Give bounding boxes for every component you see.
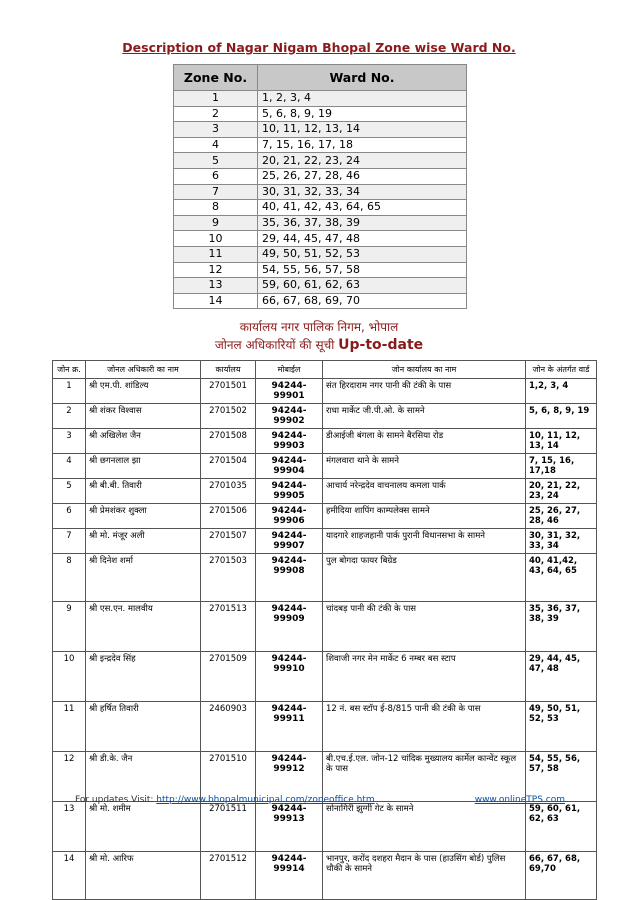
zone-office-address: शिवाजी नगर मेन मार्केट 6 नम्बर बस स्टाप — [323, 652, 526, 702]
zone-no-col-header: जोन क्र. — [53, 361, 86, 379]
zone-office-address: बी.एच.ई.एल. जोन-12 चांदिक मुख्यालय कार्मेल कान्वेंट स्कूल के पास — [323, 752, 526, 802]
office-phone: 2701508 — [201, 429, 256, 454]
zone-wards: 25, 26, 27, 28, 46 — [526, 504, 597, 529]
officer-name: श्री डी.के. जैन — [86, 752, 201, 802]
ward-numbers: 25, 26, 27, 28, 46 — [258, 168, 467, 184]
mobile-number: 94244-99914 — [256, 852, 323, 900]
zone-wards: 66, 67, 68, 69,70 — [526, 852, 597, 900]
zone-row — [174, 91, 467, 107]
officer-row — [53, 602, 597, 652]
officer-row — [53, 479, 597, 504]
zone-wards: 20, 21, 22, 23, 24 — [526, 479, 597, 504]
mobile-number: 94244-99902 — [256, 404, 323, 429]
zone-number: 7 — [174, 184, 258, 200]
zone-row — [174, 246, 467, 262]
officer-name: श्री एस.एन. मालवीय — [86, 602, 201, 652]
officer-name: श्री दिनेश शर्मा — [86, 554, 201, 602]
ward-numbers: 1, 2, 3, 4 — [258, 91, 467, 107]
zone-wards: 35, 36, 37, 38, 39 — [526, 602, 597, 652]
officer-name: श्री शंकर विश्वास — [86, 404, 201, 429]
zone-row — [174, 262, 467, 278]
officer-name: श्री छगनलाल झा — [86, 454, 201, 479]
officer-row — [53, 554, 597, 602]
zone-office-address: मंगलवारा थाने के सामने — [323, 454, 526, 479]
office-phone: 2701503 — [201, 554, 256, 602]
document-title: Description of Nagar Nigam Bhopal Zone wise Ward No. — [122, 40, 516, 55]
onlinetps-link[interactable]: www.onlineTPS.com — [474, 795, 565, 805]
office-subtitle: कार्यालय नगर पालिक निगम, भोपाल — [239, 320, 399, 334]
officer-name: श्री अखिलेश जैन — [86, 429, 201, 454]
officer-name: श्री प्रेमशंकर शुक्ला — [86, 504, 201, 529]
ward-numbers: 7, 15, 16, 17, 18 — [258, 137, 467, 153]
ward-numbers: 59, 60, 61, 62, 63 — [258, 278, 467, 294]
zone-row — [174, 153, 467, 169]
office-phone: 2701507 — [201, 529, 256, 554]
zone-number: 5 — [174, 153, 258, 169]
zone-row — [174, 278, 467, 294]
mobile-number: 94244-99909 — [256, 602, 323, 652]
wards-col-header: जोन के अंतर्गत वार्ड — [526, 361, 597, 379]
officer-row — [53, 404, 597, 429]
zone-number: 7 — [53, 529, 86, 554]
mobile-number: 94244-99905 — [256, 479, 323, 504]
zone-office-address: आचार्य नरेन्द्रदेव वाचनालय कमला पार्क — [323, 479, 526, 504]
zone-ward-table — [173, 64, 467, 309]
mobile-number: 94244-99912 — [256, 752, 323, 802]
officer-row — [53, 802, 597, 852]
office-phone-col-header: कार्यालय — [201, 361, 256, 379]
zone-number: 10 — [53, 652, 86, 702]
zone-row — [174, 168, 467, 184]
zone-number: 8 — [53, 554, 86, 602]
officer-name: श्री मो. मंजूर अली — [86, 529, 201, 554]
zone-number: 2 — [174, 106, 258, 122]
mobile-number: 94244-99903 — [256, 429, 323, 454]
zone-number: 9 — [174, 215, 258, 231]
officer-name: श्री एम.पी. शांडिल्य — [86, 379, 201, 404]
footer-url-link[interactable]: http://www.bhopalmunicipal.com/zoneoffice.htm — [156, 795, 375, 805]
zone-number: 2 — [53, 404, 86, 429]
zone-number: 12 — [53, 752, 86, 802]
zone-number: 3 — [174, 122, 258, 138]
zone-wards: 1,2, 3, 4 — [526, 379, 597, 404]
zone-number: 8 — [174, 200, 258, 216]
mobile-number: 94244-99901 — [256, 379, 323, 404]
officer-row — [53, 429, 597, 454]
office-phone: 2701501 — [201, 379, 256, 404]
zone-office-address: यादगारे शाहजहानी पार्क पुरानी विधानसभा के सामने — [323, 529, 526, 554]
zone-row — [174, 293, 467, 309]
zone-office-address: चांदबड़ पानी की टंकी के पास — [323, 602, 526, 652]
zone-number: 9 — [53, 602, 86, 652]
zone-office-address: संत हिरदाराम नगर पानी की टंकी के पास — [323, 379, 526, 404]
zone-office-address: डीआईजी बंगला के सामने बैरसिया रोड — [323, 429, 526, 454]
zone-row — [174, 122, 467, 138]
mobile-number: 94244-99908 — [256, 554, 323, 602]
zone-wards: 5, 6, 8, 9, 19 — [526, 404, 597, 429]
zone-number: 10 — [174, 231, 258, 247]
zone-wards: 59, 60, 61, 62, 63 — [526, 802, 597, 852]
zonal-officers-list-label: जोनल अधिकारियों की सूची — [214, 338, 335, 352]
ward-numbers: 40, 41, 42, 43, 64, 65 — [258, 200, 467, 216]
footer-label: For updates Visit: — [75, 795, 154, 805]
up-to-date-label: Up-to-date — [338, 337, 424, 353]
mobile-number: 94244-99906 — [256, 504, 323, 529]
officer-name: श्री बी.बी. तिवारी — [86, 479, 201, 504]
zone-number: 12 — [174, 262, 258, 278]
zone-number: 14 — [174, 293, 258, 309]
mobile-number: 94244-99907 — [256, 529, 323, 554]
officer-row — [53, 752, 597, 802]
office-phone: 2701035 — [201, 479, 256, 504]
zone-number: 4 — [53, 454, 86, 479]
officer-row — [53, 702, 597, 752]
mobile-number: 94244-99913 — [256, 802, 323, 852]
zone-number: 11 — [174, 246, 258, 262]
zone-no-header: Zone No. — [174, 65, 258, 91]
officer-name: श्री मो. शमीम — [86, 802, 201, 852]
officer-row — [53, 852, 597, 900]
officer-name: श्री इन्द्रदेव सिंह — [86, 652, 201, 702]
zone-wards: 29, 44, 45, 47, 48 — [526, 652, 597, 702]
office-phone: 2701506 — [201, 504, 256, 529]
zone-number: 6 — [174, 168, 258, 184]
zone-row — [174, 106, 467, 122]
zone-office-address: हमीदिया शापिंग काम्पलेक्स सामने — [323, 504, 526, 529]
zone-wards: 30, 31, 32, 33, 34 — [526, 529, 597, 554]
ward-numbers: 10, 11, 12, 13, 14 — [258, 122, 467, 138]
zone-number: 1 — [53, 379, 86, 404]
zone-row — [174, 231, 467, 247]
ward-numbers: 49, 50, 51, 52, 53 — [258, 246, 467, 262]
zone-row — [174, 200, 467, 216]
ward-numbers: 29, 44, 45, 47, 48 — [258, 231, 467, 247]
ward-numbers: 54, 55, 56, 57, 58 — [258, 262, 467, 278]
officer-row — [53, 379, 597, 404]
mobile-number: 94244-99904 — [256, 454, 323, 479]
zone-wards: 54, 55, 56, 57, 58 — [526, 752, 597, 802]
zonal-officers-table — [52, 360, 597, 900]
mobile-col-header: मोबाईल — [256, 361, 323, 379]
zone-row — [174, 184, 467, 200]
office-phone: 2701512 — [201, 852, 256, 900]
zone-number: 5 — [53, 479, 86, 504]
zone-office-address: राधा मार्केट जी.पी.ओ. के सामने — [323, 404, 526, 429]
officer-row — [53, 529, 597, 554]
zone-number: 13 — [174, 278, 258, 294]
zone-number: 13 — [53, 802, 86, 852]
footer — [75, 795, 565, 805]
office-phone: 2701513 — [201, 602, 256, 652]
zone-row — [174, 215, 467, 231]
office-phone: 2701510 — [201, 752, 256, 802]
office-phone: 2701509 — [201, 652, 256, 702]
zone-office-address: पुल बोगदा फायर बिग्रेड — [323, 554, 526, 602]
officer-row — [53, 652, 597, 702]
zone-wards: 7, 15, 16, 17,18 — [526, 454, 597, 479]
ward-numbers: 5, 6, 8, 9, 19 — [258, 106, 467, 122]
zone-number: 14 — [53, 852, 86, 900]
office-phone: 2701502 — [201, 404, 256, 429]
ward-numbers: 66, 67, 68, 69, 70 — [258, 293, 467, 309]
officer-name: श्री मो. आरिफ — [86, 852, 201, 900]
ward-no-header: Ward No. — [258, 65, 467, 91]
zone-number: 1 — [174, 91, 258, 107]
officer-name-col-header: जोनल अधिकारी का नाम — [86, 361, 201, 379]
office-phone: 2701504 — [201, 454, 256, 479]
zonal-officers-subtitle — [0, 336, 638, 353]
ward-numbers: 35, 36, 37, 38, 39 — [258, 215, 467, 231]
zone-office-col-header: जोन कार्यालय का नाम — [323, 361, 526, 379]
zone-number: 6 — [53, 504, 86, 529]
officer-row — [53, 454, 597, 479]
zone-number: 4 — [174, 137, 258, 153]
office-phone: 2701511 — [201, 802, 256, 852]
zone-wards: 49, 50, 51, 52, 53 — [526, 702, 597, 752]
mobile-number: 94244-99910 — [256, 652, 323, 702]
mobile-number: 94244-99911 — [256, 702, 323, 752]
ward-numbers: 20, 21, 22, 23, 24 — [258, 153, 467, 169]
zone-wards: 40, 41,42, 43, 64, 65 — [526, 554, 597, 602]
zone-number: 3 — [53, 429, 86, 454]
ward-numbers: 30, 31, 32, 33, 34 — [258, 184, 467, 200]
officer-row — [53, 504, 597, 529]
zone-office-address: सोनागिरी झुग्गी गेट के सामने — [323, 802, 526, 852]
zone-office-address: 12 नं. बस स्टॉप ई-8/815 पानी की टंकी के पास — [323, 702, 526, 752]
zone-row — [174, 137, 467, 153]
office-phone: 2460903 — [201, 702, 256, 752]
zone-wards: 10, 11, 12, 13, 14 — [526, 429, 597, 454]
zone-number: 11 — [53, 702, 86, 752]
zone-office-address: भानपुर, करोंद दशहरा मैदान के पास (हाउसिंग बोर्ड) पुलिस चौकी के सामने — [323, 852, 526, 900]
officer-name: श्री हर्षित तिवारी — [86, 702, 201, 752]
